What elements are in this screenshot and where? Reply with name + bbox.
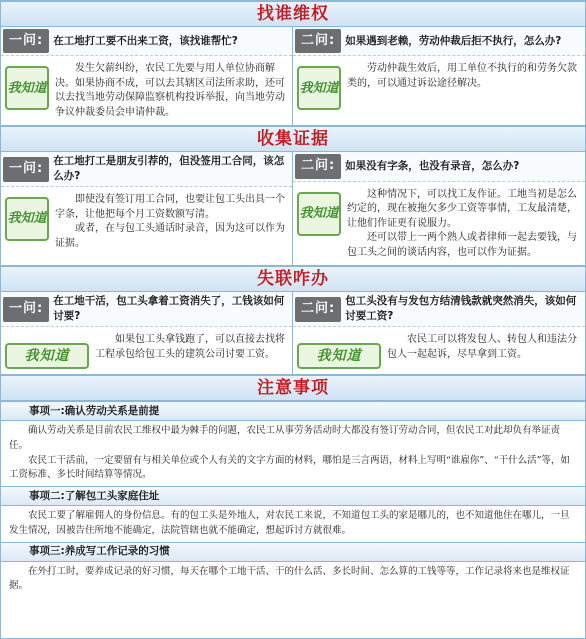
answer-text — [55, 62, 286, 120]
answer-block — [1, 327, 292, 374]
answer-block — [293, 182, 585, 266]
answer-paragraph: 这种情况下，可以找工友作证。工地当初是怎么约定的，现在被拖欠多少工资等事情，工友最清楚，让他们作证更有说服力。 — [347, 188, 577, 229]
section-header — [1, 126, 585, 152]
question-tag: 二问: — [295, 297, 341, 321]
badge-label: 我知道 — [7, 211, 47, 227]
section-title: 失联咋办 — [257, 269, 329, 290]
question-text: 在工地打工要不出来工资，该找谁帮忙? — [53, 34, 238, 47]
answer-paragraph: 发生欠薪纠纷，农民工先要与用人单位协商解决。如果协商不成，可以去其辖区司法所求助，还可以去找当地劳动保障监察机构投诉举报，向当地劳动争议仲裁委员会申请仲裁。 — [55, 63, 285, 118]
question-text: 如果没有字条，也没有录音，怎么办? — [345, 160, 520, 173]
answer-block — [293, 327, 585, 374]
question-bar — [1, 152, 292, 187]
i-know-badge — [5, 66, 49, 110]
note-item-body — [1, 506, 585, 541]
i-know-badge — [297, 66, 341, 110]
section-header — [1, 1, 585, 27]
question-bar — [1, 292, 292, 327]
answer-text — [95, 333, 286, 369]
qa-card — [1, 152, 293, 265]
note-item-body — [1, 562, 585, 597]
section-header — [1, 266, 585, 292]
question-bar — [293, 152, 585, 181]
answer-text — [387, 333, 579, 369]
qa-card — [1, 27, 293, 125]
answer-block — [293, 56, 585, 115]
qa-row — [1, 27, 585, 126]
note-item-title: 事项二:了解包工头家庭住址 — [1, 486, 585, 506]
answer-text — [347, 188, 579, 261]
i-know-badge — [5, 343, 89, 369]
badge-label: 我知道 — [7, 80, 47, 96]
badge-label: 我知道 — [299, 80, 339, 96]
answer-block — [1, 187, 292, 256]
answer-paragraph: 农民工可以将发包人、转包人和违法分包人一起起诉，尽早拿到工资。 — [387, 334, 577, 360]
section-header — [1, 375, 585, 401]
answer-block — [1, 56, 292, 125]
section-title: 注意事项 — [257, 378, 329, 399]
question-bar — [293, 292, 585, 327]
question-tag: 一问: — [3, 157, 49, 181]
badge-label: 我知道 — [299, 206, 339, 222]
question-tag: 一问: — [3, 297, 49, 321]
qa-card — [1, 292, 293, 374]
question-tag: 二问: — [295, 154, 341, 178]
question-text: 在工地干活，包工头拿着工资消失了，工钱该如何讨要? — [53, 295, 285, 323]
i-know-badge — [297, 192, 341, 236]
answer-paragraph: 即使没有签订用工合同，也要让包工头出具一个字条，让他把每个月工资数额写清。 — [55, 194, 285, 220]
answer-paragraph: 还可以带上一两个熟人或者律师一起去要钱，与包工头之间的谈话内容，也可以作为证据。 — [347, 232, 577, 258]
answer-paragraph: 劳动仲裁生效后，用工单位不执行的和劳务欠款类的，可以通过诉讼途径解决。 — [347, 63, 577, 89]
note-paragraph: 农民工要了解雇佣人的身份信息。有的包工头是外地人，对农民工来说，不知道包工头的家是哪儿的，也不知道他住在哪儿，一旦发生情况，因被告住所地不能确定，法院管辖也就不能确定，想起诉讨方就很难。 — [9, 510, 570, 536]
badge-label: 我知道 — [24, 347, 70, 364]
answer-text — [55, 193, 286, 251]
question-bar — [1, 27, 292, 56]
note-paragraph: 农民工干活前，一定要留有与相关单位或个人有关的文字方面的材料，哪怕是三言两语，材料上写明“谁雇你”、“干什么活”等，如工资标准、多长时间结算等情况。 — [9, 454, 570, 481]
qa-card — [293, 27, 585, 125]
question-tag: 一问: — [3, 29, 49, 53]
qa-row — [1, 292, 585, 375]
question-bar — [293, 27, 585, 56]
note-paragraph: 确认劳动关系是目前农民工维权中最为棘手的问题，农民工从事劳务活动时大都没有签订劳动合同，但农民工对此却负有举证责任。 — [9, 425, 561, 451]
qa-row — [1, 152, 585, 266]
qa-card — [293, 292, 585, 374]
question-text: 包工头没有与发包方结清钱款就突然消失，该如何讨要工资? — [345, 295, 577, 323]
question-text: 在工地打工是朋友引荐的，但没签用工合同，该怎么办? — [53, 155, 285, 183]
section-title: 收集证据 — [257, 129, 329, 150]
i-know-badge — [297, 343, 381, 369]
section-title: 找谁维权 — [257, 3, 329, 24]
badge-label: 我知道 — [316, 347, 362, 364]
note-item-title: 事项一:确认劳动关系是前提 — [1, 401, 585, 421]
answer-text — [347, 62, 579, 110]
note-item-title: 事项三:养成写工作记录的习惯 — [1, 542, 585, 562]
qa-card — [293, 152, 585, 265]
question-text: 如果遇到老赖，劳动仲裁后拒不执行，怎么办? — [345, 34, 562, 47]
i-know-badge — [5, 197, 49, 241]
note-paragraph: 在外打工时，要养成记录的好习惯，每天在哪个工地干活、干的什么活、多长时间、怎么算的工钱等等，工作记录将来也是维权证据。 — [9, 565, 570, 592]
note-item-body — [1, 421, 585, 486]
answer-paragraph: 或者，在与包工头通话时录音，因为这可以作为证据。 — [55, 223, 285, 249]
question-tag: 二问: — [295, 29, 341, 53]
answer-paragraph: 如果包工头拿钱跑了，可以直接去找将工程承包给包工头的建筑公司讨要工资。 — [95, 334, 285, 360]
